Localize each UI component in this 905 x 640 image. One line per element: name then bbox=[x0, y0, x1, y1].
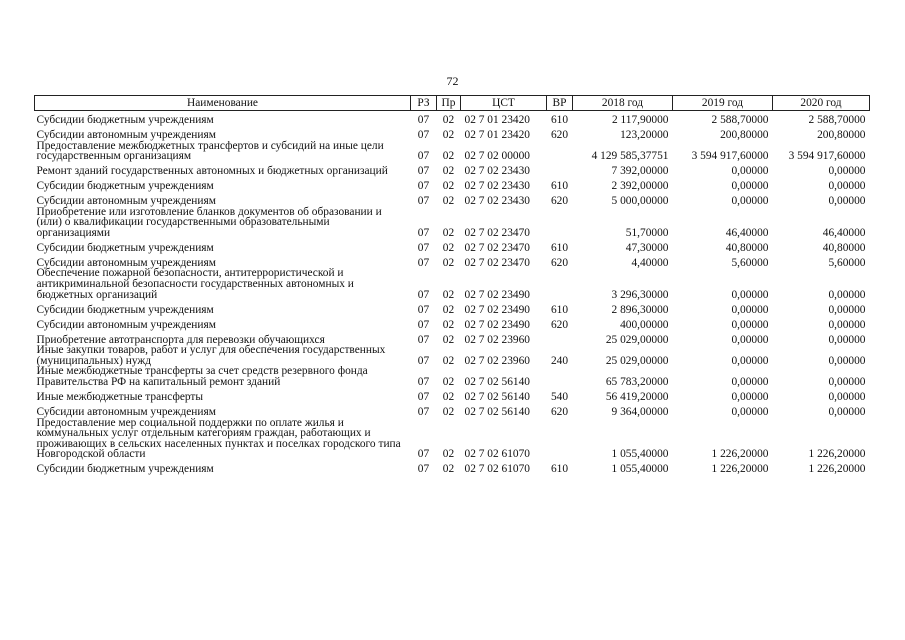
row-rz: 07 bbox=[417, 354, 430, 367]
header-2019: 2019 год bbox=[673, 96, 773, 111]
row-2018: 1 055,40000 bbox=[611, 448, 669, 461]
row-vr: 620 bbox=[550, 195, 569, 208]
row-2020: 0,00000 bbox=[828, 391, 866, 404]
row-2018: 47,30000 bbox=[625, 241, 669, 254]
row-2018: 25 029,00000 bbox=[605, 333, 669, 346]
row-rz: 07 bbox=[417, 195, 430, 208]
row-vr: 620 bbox=[550, 256, 569, 269]
table-row bbox=[35, 238, 870, 253]
row-2018: 2 392,00000 bbox=[611, 180, 669, 193]
row-rz: 07 bbox=[417, 318, 430, 331]
row-2018: 400,00000 bbox=[620, 318, 669, 331]
row-2018: 51,70000 bbox=[625, 226, 669, 239]
row-2018: 2 117,90000 bbox=[611, 113, 669, 126]
row-cst: 02 7 02 23490 bbox=[464, 303, 530, 316]
row-vr bbox=[547, 141, 573, 162]
row-2020: 3 594 917,60000 bbox=[788, 150, 866, 163]
header-cst: ЦСТ bbox=[461, 96, 547, 111]
table-row bbox=[35, 403, 870, 418]
row-rz: 07 bbox=[417, 180, 430, 193]
header-pr: Пр bbox=[437, 96, 461, 111]
row-vr: 610 bbox=[550, 180, 569, 193]
row-cst: 02 7 02 23960 bbox=[464, 333, 530, 346]
table-row bbox=[35, 345, 870, 366]
row-pr: 02 bbox=[442, 333, 455, 346]
table-row bbox=[35, 207, 870, 239]
row-2019: 5,60000 bbox=[731, 256, 769, 269]
row-2020: 0,00000 bbox=[828, 288, 866, 301]
row-rz: 07 bbox=[417, 463, 430, 476]
row-name: Субсидии автономным учреждениям bbox=[36, 128, 216, 141]
row-name: Обеспечение пожарной безопасности, антитеррористической и антикриминальной безопасности государственных автономных и бюджетных организаций bbox=[36, 267, 354, 301]
row-2018: 65 783,20000 bbox=[605, 376, 669, 389]
table-row bbox=[35, 418, 870, 460]
row-2018: 3 296,30000 bbox=[611, 288, 669, 301]
row-2019: 0,00000 bbox=[731, 288, 769, 301]
row-rz: 07 bbox=[417, 165, 430, 178]
row-2018: 5 000,00000 bbox=[611, 195, 669, 208]
row-2020: 5,60000 bbox=[828, 256, 866, 269]
row-2019: 0,00000 bbox=[731, 376, 769, 389]
row-2018: 4 129 585,37751 bbox=[591, 150, 669, 163]
table-row bbox=[35, 460, 870, 475]
row-2018: 25 029,00000 bbox=[605, 354, 669, 367]
row-cst: 02 7 02 23430 bbox=[464, 180, 530, 193]
table-row bbox=[35, 177, 870, 192]
row-vr: 620 bbox=[550, 128, 569, 141]
row-cst: 02 7 02 61070 bbox=[464, 463, 530, 476]
row-2018: 123,20000 bbox=[620, 128, 669, 141]
row-vr: 620 bbox=[550, 406, 569, 419]
table-row bbox=[35, 366, 870, 387]
row-pr: 02 bbox=[442, 303, 455, 316]
table-row bbox=[35, 141, 870, 162]
row-2019: 40,80000 bbox=[725, 241, 769, 254]
row-pr: 02 bbox=[442, 288, 455, 301]
table-row bbox=[35, 268, 870, 300]
row-cst: 02 7 02 00000 bbox=[464, 150, 530, 163]
header-rz: РЗ bbox=[411, 96, 437, 111]
row-pr: 02 bbox=[442, 391, 455, 404]
row-2019: 0,00000 bbox=[731, 195, 769, 208]
row-cst: 02 7 02 23490 bbox=[464, 288, 530, 301]
row-name: Иные закупки товаров, работ и услуг для обеспечения государственных (муниципальных) нужд bbox=[36, 344, 386, 367]
row-2019: 3 594 917,60000 bbox=[691, 150, 769, 163]
table-row bbox=[35, 162, 870, 177]
row-cst: 02 7 02 56140 bbox=[464, 376, 530, 389]
row-name: Иные межбюджетные трансферты bbox=[36, 391, 204, 404]
row-rz: 07 bbox=[417, 376, 430, 389]
row-vr: 540 bbox=[550, 391, 569, 404]
row-rz: 07 bbox=[417, 241, 430, 254]
row-2020: 1 226,20000 bbox=[808, 448, 866, 461]
row-pr: 02 bbox=[442, 448, 455, 461]
row-2020: 0,00000 bbox=[828, 318, 866, 331]
row-2020: 1 226,20000 bbox=[808, 463, 866, 476]
row-rz: 07 bbox=[417, 128, 430, 141]
row-2019: 0,00000 bbox=[731, 354, 769, 367]
row-rz: 07 bbox=[417, 226, 430, 239]
row-name: Субсидии бюджетным учреждениям bbox=[36, 180, 214, 193]
row-2018: 9 364,00000 bbox=[611, 406, 669, 419]
row-rz: 07 bbox=[417, 406, 430, 419]
page-number: 72 bbox=[446, 74, 459, 88]
row-pr: 02 bbox=[442, 195, 455, 208]
row-name: Приобретение автотранспорта для перевозки обучающихся bbox=[36, 333, 325, 346]
row-cst: 02 7 01 23420 bbox=[464, 113, 530, 126]
row-vr bbox=[547, 418, 573, 460]
row-2019: 0,00000 bbox=[731, 318, 769, 331]
row-2020: 0,00000 bbox=[828, 354, 866, 367]
row-2020: 2 588,70000 bbox=[808, 113, 866, 126]
row-2020: 0,00000 bbox=[828, 376, 866, 389]
row-cst: 02 7 02 23470 bbox=[464, 241, 530, 254]
row-name: Предоставление мер социальной поддержки по оплате жилья и коммунальных услуг отдельным категориям граждан, работающих и проживающих в сельских населенных пунктах и поселках городского типа Новгородской области bbox=[36, 416, 401, 461]
row-2018: 2 896,30000 bbox=[611, 303, 669, 316]
row-name: Иные межбюджетные трансферты за счет средств резервного фонда Правительства РФ на капитальный ремонт зданий bbox=[36, 365, 368, 389]
row-2019: 0,00000 bbox=[731, 391, 769, 404]
row-rz: 07 bbox=[417, 256, 430, 269]
row-2019: 1 226,20000 bbox=[711, 463, 769, 476]
row-rz: 07 bbox=[417, 303, 430, 316]
row-pr: 02 bbox=[442, 318, 455, 331]
row-name: Субсидии автономным учреждениям bbox=[36, 406, 216, 419]
row-2018: 1 055,40000 bbox=[611, 463, 669, 476]
row-2020: 0,00000 bbox=[828, 333, 866, 346]
row-2020: 0,00000 bbox=[828, 180, 866, 193]
row-pr: 02 bbox=[442, 226, 455, 239]
row-pr: 02 bbox=[442, 113, 455, 126]
row-pr: 02 bbox=[442, 463, 455, 476]
row-cst: 02 7 02 61070 bbox=[464, 448, 530, 461]
row-name: Субсидии бюджетным учреждениям bbox=[36, 303, 214, 316]
row-name: Субсидии бюджетным учреждениям bbox=[36, 113, 214, 126]
header-vr: ВР bbox=[547, 96, 573, 111]
row-vr bbox=[547, 268, 573, 300]
row-vr bbox=[547, 330, 573, 345]
row-name: Ремонт зданий государственных автономных и бюджетных организаций bbox=[36, 165, 388, 178]
row-vr: 620 bbox=[550, 318, 569, 331]
row-cst: 02 7 02 56140 bbox=[464, 391, 530, 404]
row-2019: 0,00000 bbox=[731, 180, 769, 193]
row-vr bbox=[547, 366, 573, 387]
row-2019: 0,00000 bbox=[731, 333, 769, 346]
table-row bbox=[35, 315, 870, 330]
row-pr: 02 bbox=[442, 150, 455, 163]
row-pr: 02 bbox=[442, 256, 455, 269]
row-name: Субсидии автономным учреждениям bbox=[36, 318, 216, 331]
row-rz: 07 bbox=[417, 448, 430, 461]
row-rz: 07 bbox=[417, 150, 430, 163]
row-pr: 02 bbox=[442, 376, 455, 389]
row-rz: 07 bbox=[417, 113, 430, 126]
row-2018: 4,40000 bbox=[631, 256, 669, 269]
row-cst: 02 7 01 23420 bbox=[464, 128, 530, 141]
row-cst: 02 7 02 23960 bbox=[464, 354, 530, 367]
table-row bbox=[35, 126, 870, 141]
row-vr: 610 bbox=[550, 303, 569, 316]
row-name: Предоставление межбюджетных трансфертов и субсидий на иные цели государственным организациям bbox=[36, 139, 384, 163]
budget-table bbox=[34, 95, 870, 475]
row-name: Приобретение или изготовление бланков документов об образовании и (или) о квалификации государственными образовательными организациями bbox=[36, 205, 382, 239]
row-vr bbox=[547, 207, 573, 239]
table-row bbox=[35, 253, 870, 268]
row-vr: 610 bbox=[550, 241, 569, 254]
row-2020: 0,00000 bbox=[828, 406, 866, 419]
row-2019: 200,80000 bbox=[720, 128, 769, 141]
row-2018: 7 392,00000 bbox=[611, 165, 669, 178]
row-cst: 02 7 02 23430 bbox=[464, 195, 530, 208]
row-2020: 0,00000 bbox=[828, 195, 866, 208]
row-2020: 0,00000 bbox=[828, 303, 866, 316]
row-2020: 40,80000 bbox=[822, 241, 866, 254]
table-row bbox=[35, 192, 870, 207]
row-vr bbox=[547, 162, 573, 177]
row-name: Субсидии автономным учреждениям bbox=[36, 256, 216, 269]
row-vr: 610 bbox=[550, 113, 569, 126]
row-2018: 56 419,20000 bbox=[605, 391, 669, 404]
table-row bbox=[35, 330, 870, 345]
table-row bbox=[35, 300, 870, 315]
row-cst: 02 7 02 23430 bbox=[464, 165, 530, 178]
row-pr: 02 bbox=[442, 406, 455, 419]
header-2020: 2020 год bbox=[773, 96, 870, 111]
row-pr: 02 bbox=[442, 165, 455, 178]
row-cst: 02 7 02 23470 bbox=[464, 256, 530, 269]
row-vr: 240 bbox=[550, 354, 569, 367]
row-name: Субсидии бюджетным учреждениям bbox=[36, 463, 214, 476]
row-2019: 2 588,70000 bbox=[711, 113, 769, 126]
row-pr: 02 bbox=[442, 354, 455, 367]
table-header bbox=[35, 96, 870, 111]
row-2020: 46,40000 bbox=[822, 226, 866, 239]
row-name: Субсидии бюджетным учреждениям bbox=[36, 241, 214, 254]
row-2019: 0,00000 bbox=[731, 303, 769, 316]
row-2019: 1 226,20000 bbox=[711, 448, 769, 461]
table-row bbox=[35, 111, 870, 126]
table-row bbox=[35, 388, 870, 403]
row-cst: 02 7 02 23490 bbox=[464, 318, 530, 331]
row-2019: 0,00000 bbox=[731, 165, 769, 178]
row-pr: 02 bbox=[442, 180, 455, 193]
row-rz: 07 bbox=[417, 333, 430, 346]
row-cst: 02 7 02 56140 bbox=[464, 406, 530, 419]
row-2019: 46,40000 bbox=[725, 226, 769, 239]
row-name: Субсидии автономным учреждениям bbox=[36, 195, 216, 208]
row-pr: 02 bbox=[442, 241, 455, 254]
row-2020: 200,80000 bbox=[817, 128, 866, 141]
row-pr: 02 bbox=[442, 128, 455, 141]
row-cst: 02 7 02 23470 bbox=[464, 226, 530, 239]
header-2018: 2018 год bbox=[573, 96, 673, 111]
row-vr: 610 bbox=[550, 463, 569, 476]
header-name: Наименование bbox=[35, 96, 411, 111]
row-2020: 0,00000 bbox=[828, 165, 866, 178]
row-rz: 07 bbox=[417, 391, 430, 404]
row-rz: 07 bbox=[417, 288, 430, 301]
row-2019: 0,00000 bbox=[731, 406, 769, 419]
